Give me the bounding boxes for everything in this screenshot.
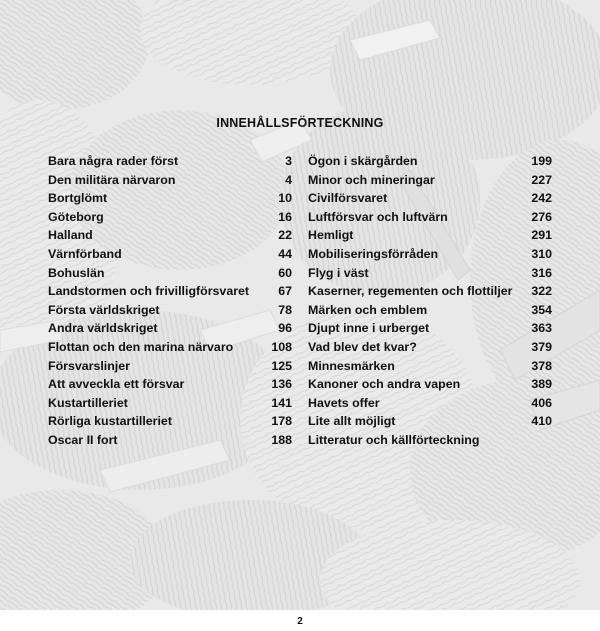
toc-entry-page: 4	[285, 172, 292, 187]
toc-entry-page: 108	[271, 339, 292, 354]
toc-entry-page: 410	[531, 414, 552, 429]
toc-entry	[48, 247, 292, 266]
toc-entry-title: Försvarslinjer	[48, 358, 130, 373]
toc-entry-title: Djupt inne i urberget	[308, 321, 430, 336]
toc-entry	[48, 210, 292, 229]
toc-entry-title: Vad blev det kvar?	[308, 339, 417, 354]
toc-entry	[308, 191, 552, 210]
toc-entry-title: Bohuslän	[48, 265, 105, 280]
toc-entry-page: 363	[531, 321, 552, 336]
toc-entry-title: Rörliga kustartilleriet	[48, 414, 172, 429]
toc-entry-title: Luftförsvar och luftvärn	[308, 209, 448, 224]
toc-entry	[48, 191, 292, 210]
toc-entry	[308, 154, 552, 173]
toc-entry-title: Bara några rader först	[48, 154, 179, 168]
toc-entry	[308, 284, 552, 303]
toc-entry	[48, 359, 292, 378]
toc-entry	[48, 340, 292, 359]
toc-entry	[48, 303, 292, 322]
toc-entry-title: Litteratur och källförteckning	[308, 432, 480, 447]
toc-entry-page: 199	[531, 154, 552, 168]
toc-entry	[48, 154, 292, 173]
toc-entry	[308, 228, 552, 247]
toc-entry-title: Göteborg	[48, 209, 104, 224]
toc-entry-page: 291	[531, 228, 552, 243]
toc-entry-page: 378	[531, 358, 552, 373]
toc-entry	[308, 359, 552, 378]
toc-entry-title: Minor och mineringar	[308, 172, 435, 187]
toc-entry-page: 276	[531, 209, 552, 224]
toc-entry-page: 78	[278, 302, 292, 317]
toc-entry-page: 316	[531, 265, 552, 280]
toc-entry	[308, 433, 552, 452]
toc-entry-page: 141	[271, 395, 292, 410]
toc-entry-page: 188	[271, 432, 292, 447]
toc-entry	[48, 173, 292, 192]
toc-entry	[48, 396, 292, 415]
toc-entry-title: Att avveckla ett försvar	[48, 377, 185, 392]
toc-entry-page: 242	[531, 191, 552, 206]
toc-entry	[48, 433, 292, 452]
toc-entry-page: 322	[531, 284, 552, 299]
toc-entry	[48, 414, 292, 433]
toc-entry-page: 136	[271, 377, 292, 392]
toc-entry-page: 389	[531, 377, 552, 392]
toc-entry-title: Landstormen och frivilligförsvaret	[48, 284, 250, 299]
toc-entry	[308, 340, 552, 359]
page-number: 2	[297, 616, 303, 627]
toc-entry	[308, 396, 552, 415]
toc-entry-title: Halland	[48, 228, 93, 243]
toc-entry-page: 310	[531, 246, 552, 261]
toc-entry	[308, 247, 552, 266]
toc-entry-title: Flottan och den marina närvaro	[48, 339, 234, 354]
toc-entry-page: 60	[278, 265, 292, 280]
toc-entry-page: 3	[285, 154, 292, 168]
toc-entry	[48, 321, 292, 340]
toc-entry-page: 44	[278, 246, 292, 261]
toc-entry-title: Mobiliseringsförråden	[308, 246, 439, 261]
toc-entry-title: Värnförband	[48, 246, 122, 261]
toc-entry	[308, 414, 552, 433]
toc-entry	[48, 284, 292, 303]
toc-entry-page: 16	[278, 209, 292, 224]
toc-entry-title: Första världskriget	[48, 302, 160, 317]
toc-entry	[308, 321, 552, 340]
toc-entry-title: Lite allt möjligt	[308, 414, 396, 429]
toc-entry-title: Minnesmärken	[308, 358, 395, 373]
toc-entry-title: Havets offer	[308, 395, 380, 410]
toc-entry	[48, 377, 292, 396]
toc-entry-page: 178	[271, 414, 292, 429]
toc-entry-title: Andra världskriget	[48, 321, 158, 336]
toc-entry-title: Oscar II fort	[48, 432, 118, 447]
toc-entry-page: 406	[531, 395, 552, 410]
toc-entry-title: Ögon i skärgården	[308, 154, 418, 168]
toc-entry-page: 96	[278, 321, 292, 336]
toc-entry-page: 227	[531, 172, 552, 187]
toc-entry	[308, 303, 552, 322]
toc-entry-page: 10	[278, 191, 292, 206]
toc-entry-title: Märken och emblem	[308, 302, 428, 317]
toc-entry-page: 379	[531, 339, 552, 354]
toc-entry	[308, 210, 552, 229]
toc-entry-title: Kaserner, regementen och flottiljer	[308, 284, 513, 299]
toc-entry-page: 67	[278, 284, 292, 299]
toc-entry-title: Kanoner och andra vapen	[308, 377, 461, 392]
toc-left-column	[48, 154, 292, 452]
toc-entry-title: Den militära närvaron	[48, 172, 176, 187]
toc-entry	[48, 266, 292, 285]
toc-entry-title: Bortglömt	[48, 191, 108, 206]
toc-entry	[48, 228, 292, 247]
toc-entry	[308, 266, 552, 285]
table-of-contents-heading: INNEHÅLLSFÖRTECKNING	[216, 116, 384, 130]
toc-entry-title: Kustartilleriet	[48, 395, 128, 410]
toc-entry-title: Flyg i väst	[308, 265, 369, 280]
toc-entry-title: Hemligt	[308, 228, 354, 243]
toc-entry-page: 22	[278, 228, 292, 243]
toc-entry-title: Civilförsvaret	[308, 191, 388, 206]
toc-entry-page: 125	[271, 358, 292, 373]
toc-entry	[308, 173, 552, 192]
toc-right-column	[308, 154, 552, 452]
toc-entry-page: 354	[531, 302, 552, 317]
toc-entry	[308, 377, 552, 396]
